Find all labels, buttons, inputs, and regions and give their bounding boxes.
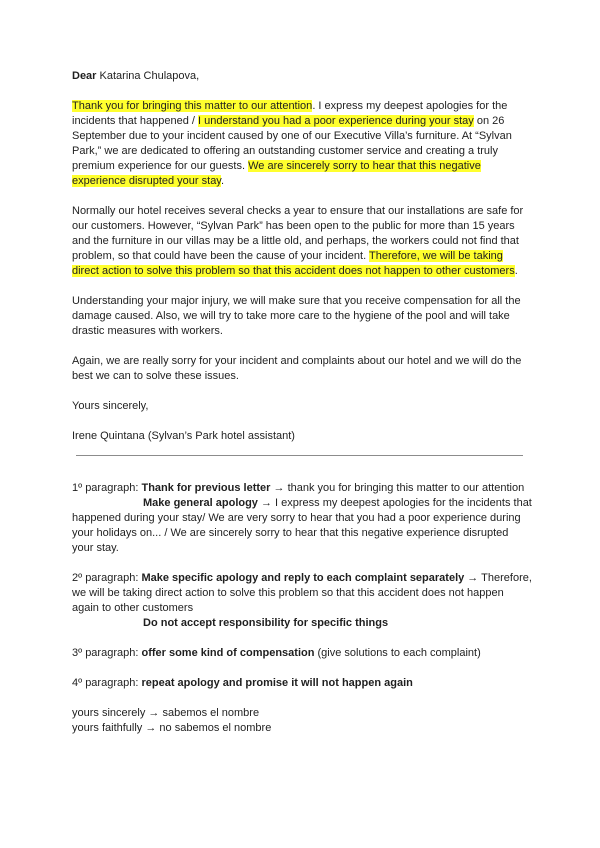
note-prefix: 4º paragraph: xyxy=(72,677,142,689)
note-prefix: 3º paragraph: xyxy=(72,647,142,659)
note-heading: Do not accept responsibility for specific things xyxy=(143,617,389,629)
note-line xyxy=(72,481,532,496)
note-heading: repeat apology and promise it will not happen again xyxy=(141,677,413,689)
note-subline xyxy=(72,496,532,556)
section-divider xyxy=(76,455,523,456)
letter-paragraph-3: Understanding your major injury, we will make sure that you receive compensation for all the damage caused. Also, we will try to take more care to the hygiene of the pool and will take drastic measures with workers. xyxy=(72,295,521,337)
letter-paragraph-2 xyxy=(72,204,532,279)
note-text: → Therefore, we will be taking direct action to solve this problem so that this accident does not happen again to other customers xyxy=(72,572,532,614)
closing-note-faithfully: yours faithfully → no sabemos el nombre xyxy=(72,722,272,734)
note-line xyxy=(72,571,532,616)
highlighted-text: We are sincerely sorry to hear that this negative experience disrupted your stay xyxy=(72,160,481,187)
note-heading: Make specific apology and reply to each complaint separately xyxy=(141,572,465,584)
highlighted-text: I understand you had a poor experience during your stay xyxy=(197,115,474,127)
letter-body xyxy=(72,69,532,459)
note-paragraph-4 xyxy=(72,676,532,691)
note-text: → thank you for bringing this matter to our attention xyxy=(270,482,525,494)
letter-signature: Irene Quintana (Sylvan’s Park hotel assistant) xyxy=(72,430,295,442)
paragraph-text: on 26 September due to your incident caused by one of our Executive Villa’s furniture. At “Sylvan Park,” we are dedicated to offering an outstanding customer service and creating a truly premium experience for our guests. xyxy=(72,115,512,172)
letter-paragraph-4: Again, we are really sorry for your incident and complaints about our hotel and we will do the best we can to solve these issues. xyxy=(72,355,522,382)
note-heading: Make general apology xyxy=(143,497,258,509)
structure-notes xyxy=(72,481,532,736)
paragraph-text: . xyxy=(221,175,225,187)
letter-paragraph-1 xyxy=(72,99,532,189)
note-paragraph-2 xyxy=(72,571,532,631)
paragraph-text: . I express my deepest apologies for the incidents that happened / xyxy=(72,100,508,127)
note-prefix: 2º paragraph: xyxy=(72,572,142,584)
note-heading: Thank for previous letter xyxy=(141,482,271,494)
note-paragraph-3 xyxy=(72,646,532,661)
closing-note-sincerely: yours sincerely → sabemos el nombre xyxy=(72,707,260,719)
note-text: (give solutions to each complaint) xyxy=(314,647,481,659)
note-subline xyxy=(72,616,532,631)
paragraph-text: . xyxy=(514,265,518,277)
note-heading: offer some kind of compensation xyxy=(141,647,315,659)
salutation-dear: Dear xyxy=(72,70,97,82)
letter-closing: Yours sincerely, xyxy=(72,400,149,412)
salutation-name: Katarina Chulapova, xyxy=(96,70,200,82)
highlighted-text: Thank you for bringing this matter to our attention xyxy=(72,100,313,112)
highlighted-text: Therefore, we will be taking direct action to solve this problem so that this accident does not happen to other customers xyxy=(72,250,515,277)
paragraph-text: Normally our hotel receives several checks a year to ensure that our installations are safe for our customers. However, “Sylvan Park” has been open to the public for more than 15 years and the furniture in our villas may be a little old, and perhaps, the workers could not find that problem, so that could have been the cause of your incident. xyxy=(72,205,524,262)
note-paragraph-1 xyxy=(72,481,532,556)
salutation xyxy=(72,69,532,84)
note-text: → I express my deepest apologies for the incidents that happened during your stay/ We are very sorry to hear that you had a poor experience during your holidays on... / We are sincerely sorry to hear that this negative experience disrupted your stay. xyxy=(72,497,532,554)
note-prefix: 1º paragraph: xyxy=(72,482,142,494)
